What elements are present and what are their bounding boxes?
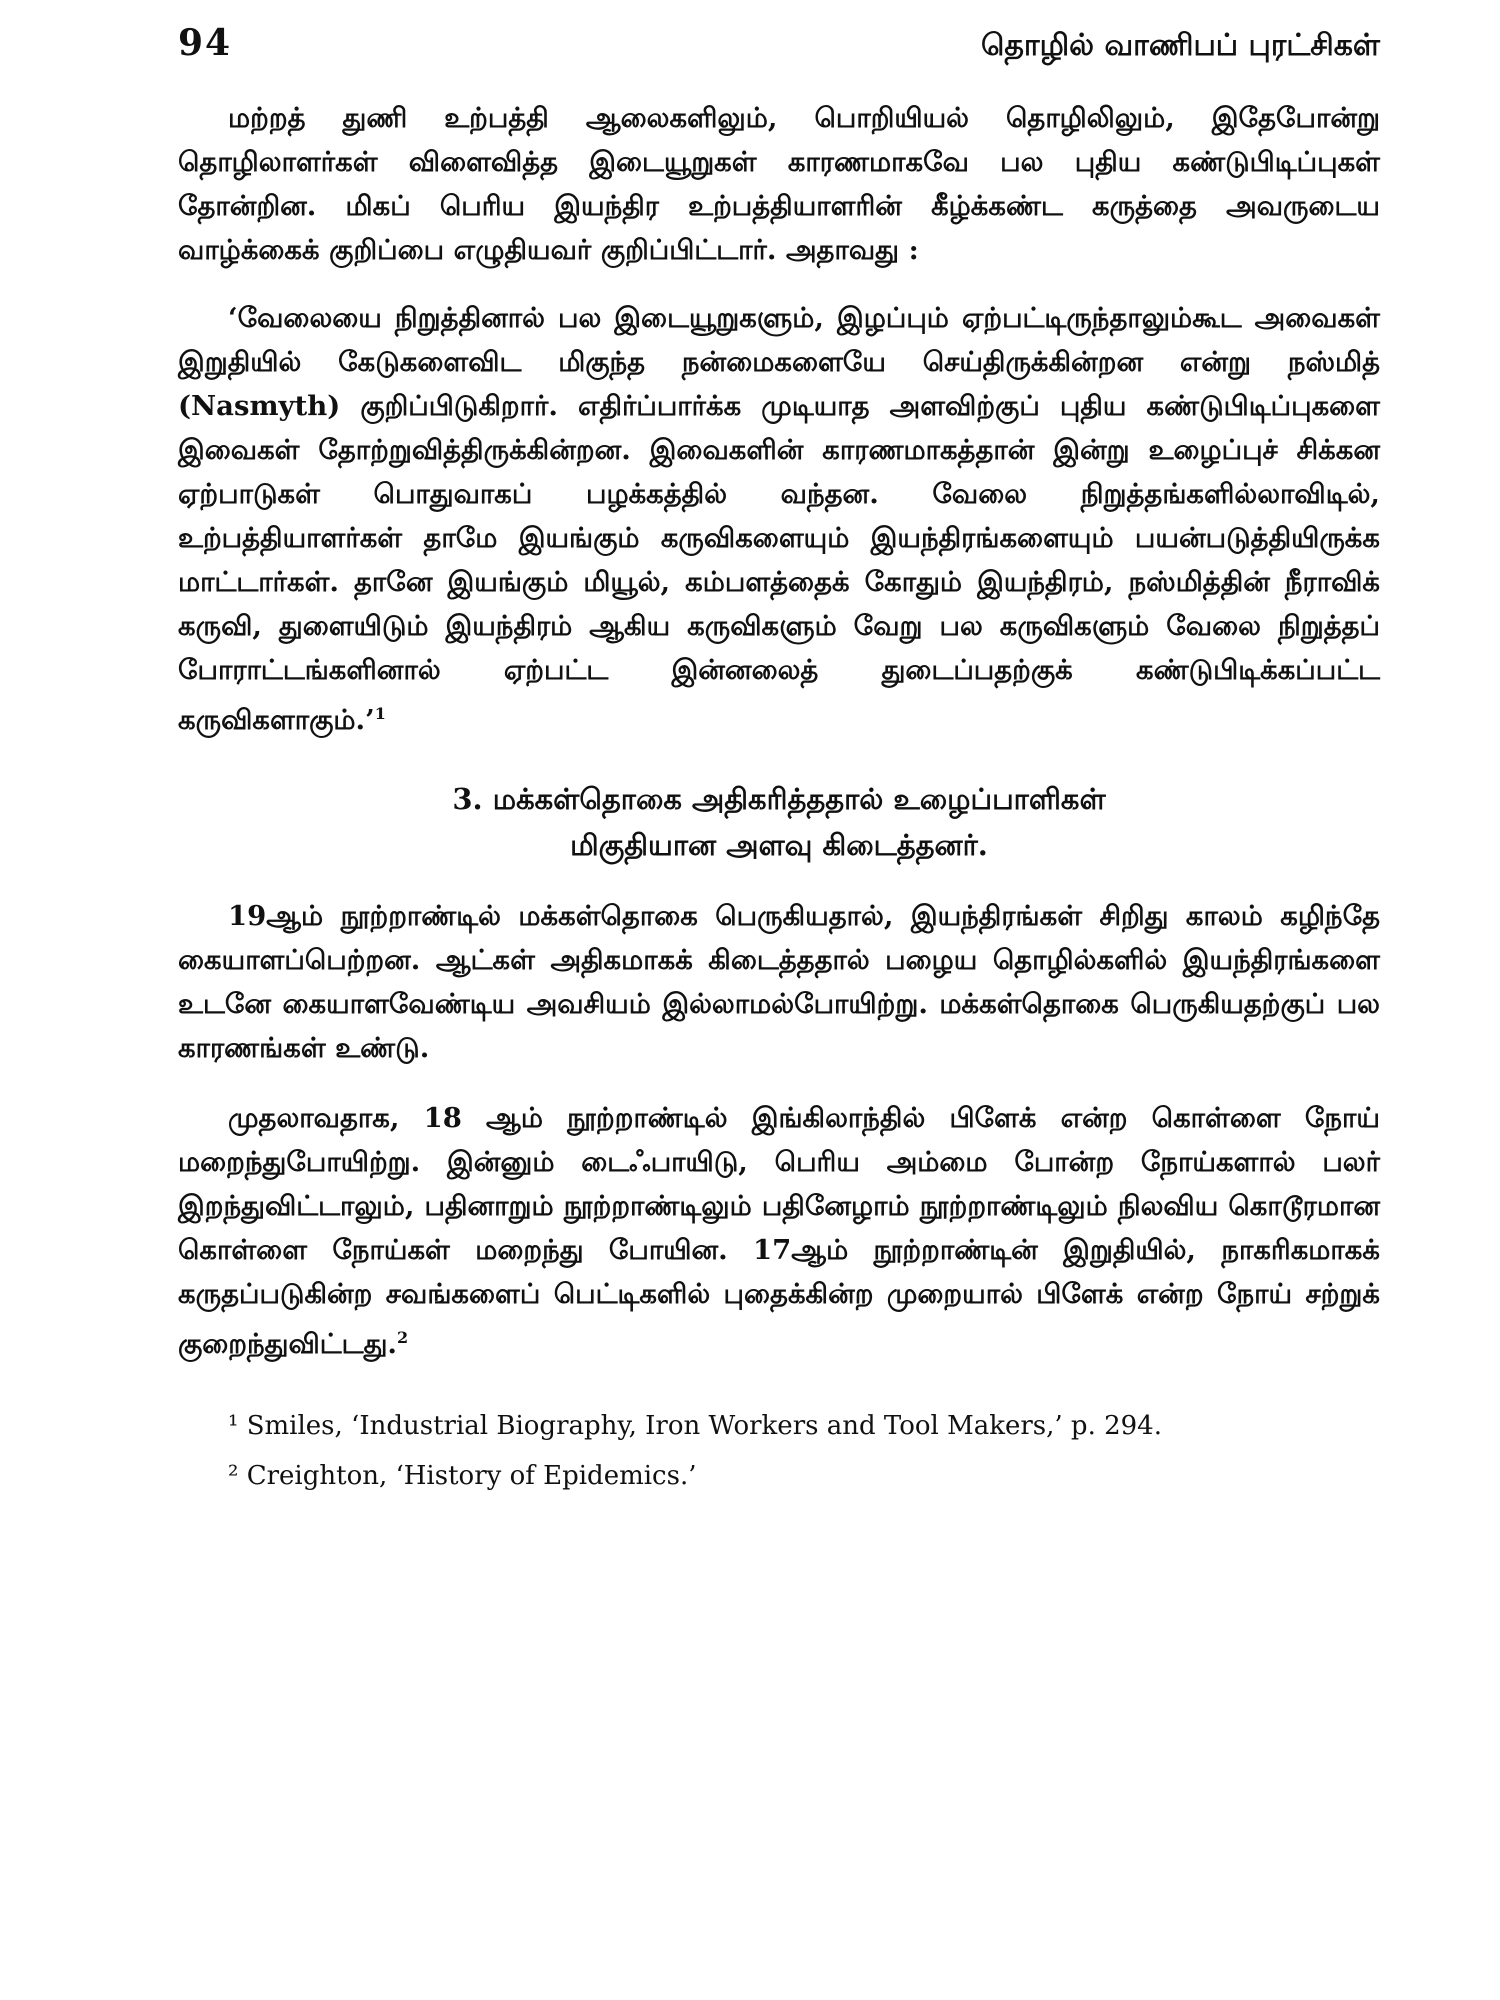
page-header xyxy=(178,22,1380,82)
paragraph-3-text: முதலாவதாக, 18 ஆம் நூற்றாண்டில் இங்கிலாந்தில் பிளேக் என்ற கொள்ளை நோய் மறைந்துபோயிற்று. இன்னும் டைஃபாயிடு, பெரிய அம்மை போன்ற நோய்களால் பலர் இறந்துவிட்டாலும், பதினாறும் நூற்றாண்டிலும் பதினேழாம் நூற்றாண்டிலும் நிலவிய கொடூரமான கொள்ளை நோய்கள் மறைந்து போயின. 17ஆம் நூற்றாண்டின் இறுதியில், நாகரிகமாகக் கருதப்படுகின்ற சவங்களைப் பெட்டிகளில் புதைக்கின்ற முறையால் பிளேக் என்ற நோய் சற்றுக் குறைந்துவிட்டது. xyxy=(178,1102,1380,1361)
paragraph-1: மற்றத் துணி உற்பத்தி ஆலைகளிலும், பொறியியல் தொழிலிலும், இதேபோன்று தொழிலாளர்கள் விளைவித்த இடையூறுகள் காரணமாகவே பல புதிய கண்டுபிடிப்புகள் தோன்றின. மிகப் பெரிய இயந்திர உற்பத்தியாளரின் கீழ்க்கண்ட கருத்தை அவருடைய வாழ்க்கைக் குறிப்பை எழுதியவர் குறிப்பிட்டார். அதாவது : xyxy=(178,102,1380,266)
footnote-1-text: Smiles, ‘Industrial Biography, Iron Workers and Tool Makers,’ p. 294. xyxy=(246,1411,1162,1442)
section-heading-line-1: 3. மக்கள்தொகை அதிகரித்ததால் உழைப்பாளிகள் xyxy=(452,782,1106,817)
page-number: 94 xyxy=(178,22,233,64)
footnote-ref-2: 2 xyxy=(397,1328,409,1348)
footnote-2 xyxy=(178,1456,1380,1496)
footnote-2-mark: ² xyxy=(228,1461,239,1492)
running-head: தொழில் வாணிபப் புரட்சிகள் xyxy=(981,28,1380,63)
footnote-2-text: Creighton, ‘History of Epidemics.’ xyxy=(246,1461,697,1492)
footnote-ref-1: 1 xyxy=(374,704,386,723)
footnote-1 xyxy=(178,1406,1380,1446)
footnote-1-mark: ¹ xyxy=(228,1411,239,1442)
section-heading-line-2: மிகுதியான அளவு கிடைத்தனர். xyxy=(570,828,988,863)
quote-text: ‘வேலையை நிறுத்தினால் பல இடையூறுகளும், இழப்பும் ஏற்பட்டிருந்தாலும்கூட அவைகள் இறுதியில் கேடுகளைவிட மிகுந்த நன்மைகளையே செய்திருக்கின்றன என்று நஸ்மித் (Nasmyth) குறிப்பிடுகிறார். எதிர்ப்பார்க்க முடியாத அளவிற்குப் புதிய கண்டுபிடிப்புகளை இவைகள் தோற்றுவித்திருக்கின்றன. இவைகளின் காரணமாகத்தான் இன்று உழைப்புச் சிக்கன ஏற்பாடுகள் பொதுவாகப் பழக்கத்தில் வந்தன. வேலை நிறுத்தங்களில்லாவிடில், உற்பத்தியாளர்கள் தாமே இயங்கும் கருவிகளையும் இயந்திரங்களையும் பயன்படுத்தியிருக்க மாட்டார்கள். தானே இயங்கும் மியூல், கம்பளத்தைக் கோதும் இயந்திரம், நஸ்மித்தின் நீராவிக் கருவி, துளையிடும் இயந்திரம் ஆகிய கருவிகளும் வேறு பல கருவிகளும் வேலை நிறுத்தப் போராட்டங்களினால் ஏற்பட்ட இன்னலைத் துடைப்பதற்குக் கண்டுபிடிக்கப்பட்ட கருவிகளாகும்.’ xyxy=(178,302,1380,737)
paragraph-3 xyxy=(178,1096,1380,1366)
quote-paragraph xyxy=(178,296,1380,742)
section-heading xyxy=(178,776,1380,868)
footnotes xyxy=(178,1406,1380,1496)
paragraph-2: 19ஆம் நூற்றாண்டில் மக்கள்தொகை பெருகியதால், இயந்திரங்கள் சிறிது காலம் கழிந்தே கையாளப்பெற்றன. ஆட்கள் அதிகமாகக் கிடைத்ததால் பழைய தொழில்களில் இயந்திரங்களை உடனே கையாளவேண்டிய அவசியம் இல்லாமல்போயிற்று. மக்கள்தொகை பெருகியதற்குப் பல காரணங்கள் உண்டு. xyxy=(178,900,1380,1065)
